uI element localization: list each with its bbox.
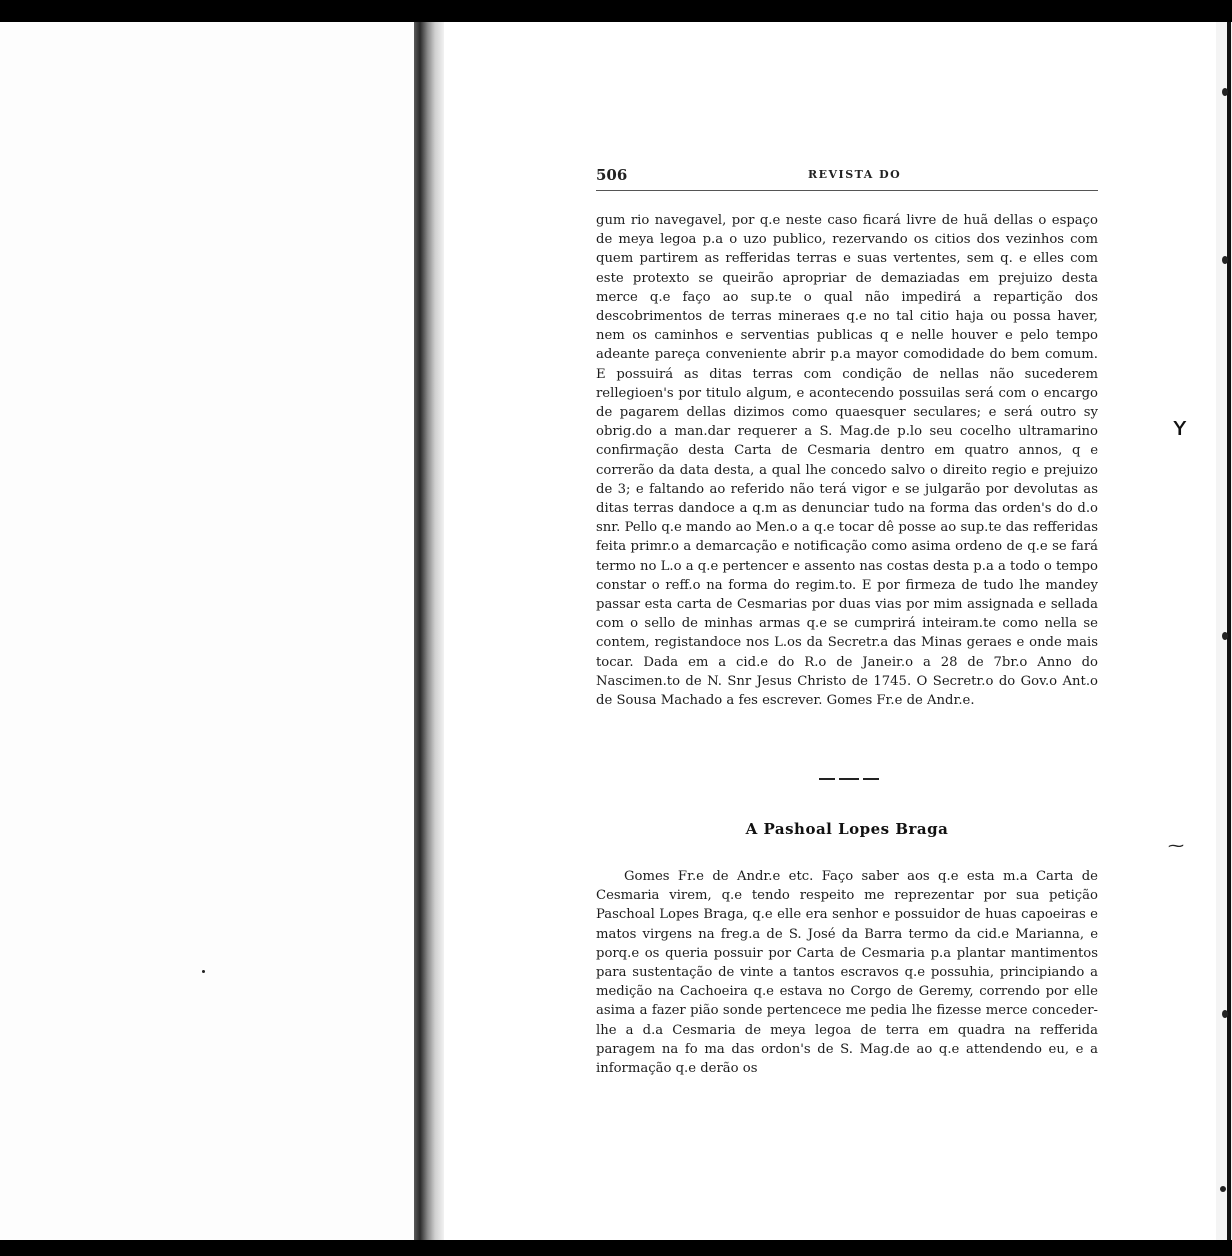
edge-speck (1222, 88, 1228, 96)
edge-speck (1222, 632, 1228, 640)
book-gutter (414, 22, 444, 1240)
dust-speck (202, 970, 205, 973)
body-paragraph: Gomes Fr.e de Andr.e etc. Faço saber aos q.e esta m.a Carta de Cesmaria virem, q.e tendo respeito me reprezentar por sua petição Paschoal Lopes Braga, q.e elle era senhor e possuidor de huas capoeiras e matos virgens na freg.a de S. José da Barra termo da cid.e Marianna, e porq.e os queria possuir por Carta de Cesmaria p.a plantar mantimentos para sustentação de vinte a tantos escravos q.e possuhia, principiando a medição na Cachoeira q.e estava no Corgo de Geremy, correndo por elle asima a fazer pião sonde pertencece me pedia lhe fizesse merce conceder-lhe a d.a Cesmaria de meya legoa de terra em quadra na refferida paragem na fo ma das ordon's de S. Mag.de ao q.e attendendo eu, e a informação q.e derão os (596, 869, 1098, 1077)
section-separator (819, 778, 879, 780)
body-paragraph: gum rio navegavel, por q.e neste caso ficará livre de huã dellas o espaço de meya legoa p.a o uzo publico, rezervando os citios dos vezinhos com quem partirem as refferidas terras e suas vertentes, sem q. e elles com este protexto se queirão apropriar de demaziadas em prejuizo desta merce q.e faço ao sup.te o qual não impedirá a repartição dos descobrimentos de terras mineraes q.e no tal citio haja ou possa haver, nem os caminhos e serventias publicas q e nelle houver e pelo tempo adeante pareça conveniente abrir p.a mayor comodidade do bem comum. E possuirá as ditas terras com condição de nellas não sucederem rellegioen's por titulo algum, e acontecendo possuilas será com o encargo de pagarem dellas dizimos como quaesquer seculares; e será outro sy obrig.do a man.dar requerer a S. Mag.de p.lo seu cocelho ultramarino confirmação desta Carta de Cesmaria dentro em quatro annos, q e correrão da data desta, a qual lhe concedo salvo o direito regio e prejuizo de 3; e faltando ao referido não terá vigor e se julgarão por devolutas as ditas terras dandoce a q.m as denunciar tudo na forma das orden's do d.o snr. Pello q.e mando ao Men.o a q.e tocar dê posse ao sup.te das refferidas feita primr.o a demarcação e notificação como asima ordeno de q.e se fará termo no L.o a q.e pertencer e assento nas costas desta p.a a todo o tempo constar o reff.o na forma do regim.to. E por firmeza de tudo lhe mandey passar esta carta de Cesmarias por duas vias por mim assignada e sellada com o sello de minhas armas q.e se cumprirá inteiram.te como nella se contem, registandoce nos L.os da Secretr.a das Minas geraes e onde mais tocar. Dada em a cid.e do R.o de Janeir.o a 28 de 7br.o Anno do Nascimen.to de N. Snr Jesus Christo de 1745. O Secretr.o do Gov.o Ant.o de Sousa Machado a fes escrever. Gomes Fr.e de Andr.e. (596, 213, 1098, 709)
edge-speck (1222, 1010, 1228, 1018)
margin-mark: ⁓ (1168, 836, 1184, 855)
margin-mark: ʏ (1172, 412, 1188, 442)
scan-border-top (0, 0, 1232, 22)
edge-speck (1220, 1186, 1226, 1192)
page-header (596, 164, 1098, 191)
edge-speck (1222, 256, 1228, 264)
running-head: REVISTA DO (808, 168, 902, 181)
section-title: A Pashoal Lopes Braga (745, 820, 949, 838)
page-edge-shadow (1227, 22, 1231, 1240)
page-number: 506 (596, 166, 628, 184)
scan-border-bottom (0, 1240, 1232, 1256)
left-blank-page (0, 22, 414, 1240)
